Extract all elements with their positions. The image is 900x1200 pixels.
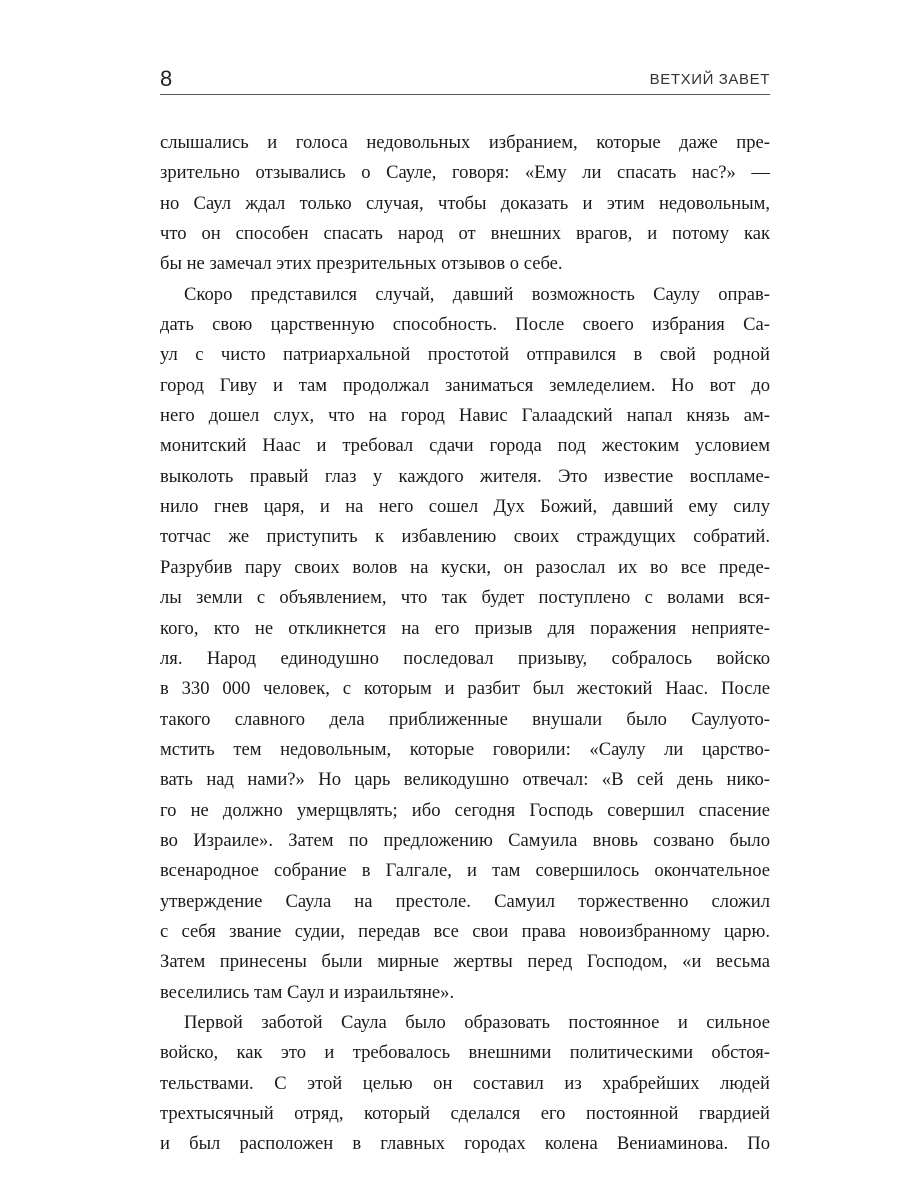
- text-line: ля. Народ единодушно последовал призыву, собралось войско: [160, 647, 770, 669]
- running-head: [160, 66, 770, 94]
- text-line: него дошел слух, что на город Навис Галаадский напал князь ам-: [160, 405, 770, 427]
- text-line: город Гиву и там продолжал заниматься земледелием. Но вот до: [160, 374, 770, 396]
- book-title: ВЕТХИЙ ЗАВЕТ: [649, 71, 770, 88]
- text-line: монитский Наас и требовал сдачи города под жестоким условием: [160, 435, 770, 457]
- body-text: [160, 128, 770, 1160]
- text-line: войско, как это и требовалось внешними политическими обстоя-: [160, 1042, 770, 1064]
- page-number: 8: [160, 66, 173, 91]
- text-line: веселились там Саул и израильтяне».: [160, 981, 455, 1003]
- text-line: вать над нами?» Но царь великодушно отвечал: «В сей день нико-: [160, 769, 770, 791]
- text-line: Затем принесены были мирные жертвы перед Господом, «и весьма: [160, 951, 770, 973]
- text-line: мстить тем недовольным, которые говорили: «Саулу ли царство-: [160, 738, 770, 760]
- text-line: с себя звание судии, передав все свои права новоизбранному царю.: [160, 920, 770, 942]
- text-line: такого славного дела приближенные внушали было Саулуото-: [160, 708, 770, 730]
- text-line: что он способен спасать народ от внешних врагов, и потому как: [160, 223, 770, 245]
- text-line: всенародное собрание в Галгале, и там совершилось окончательное: [160, 860, 770, 882]
- text-line: и был расположен в главных городах колена Вениаминова. По: [160, 1133, 770, 1155]
- text-line: кого, кто не откликнется на его призыв для поражения неприяте-: [160, 617, 770, 639]
- text-line: дать свою царственную способность. После своего избрания Са-: [160, 314, 770, 336]
- text-line: го не должно умерщвлять; ибо сегодня Господь совершил спасение: [160, 799, 770, 821]
- text-line: зрительно отзывались о Сауле, говоря: «Ему ли спасать нас?» —: [160, 162, 770, 184]
- text-line: слышались и голоса недовольных избранием, которые даже пре-: [160, 132, 770, 153]
- text-line: бы не замечал этих презрительных отзывов о себе.: [160, 253, 563, 275]
- text-line: ул с чисто патриархальной простотой отправился в свой родной: [160, 344, 770, 366]
- text-line: тотчас же приступить к избавлению своих страждущих собратий.: [160, 526, 770, 548]
- text-line: но Саул ждал только случая, чтобы доказать и этим недовольным,: [160, 192, 770, 214]
- text-line: нило гнев царя, и на него сошел Дух Божий, давший ему силу: [160, 496, 770, 518]
- text-line: Разрубив пару своих волов на куски, он разослал их во все преде-: [160, 556, 770, 578]
- text-line: тельствами. С этой целью он составил из храбрейших людей: [160, 1072, 770, 1094]
- text-line: во Израиле». Затем по предложению Самуила вновь созвано было: [160, 829, 770, 851]
- text-line: Первой заботой Саула было образовать постоянное и сильное: [184, 1011, 770, 1033]
- text-line: лы земли с объявлением, что так будет поступлено с волами вся-: [160, 587, 770, 609]
- text-line: трехтысячный отряд, который сделался его постоянной гвардией: [160, 1103, 770, 1124]
- text-line: Скоро представился случай, давший возможность Саулу оправ-: [184, 283, 770, 305]
- header-rule: [160, 94, 770, 95]
- text-line: в 330 000 человек, с которым и разбит был жестокий Наас. После: [160, 678, 770, 700]
- text-line: выколоть правый глаз у каждого жителя. Это известие воспламе-: [160, 465, 770, 487]
- text-line: утверждение Саула на престоле. Самуил торжественно сложил: [160, 890, 770, 912]
